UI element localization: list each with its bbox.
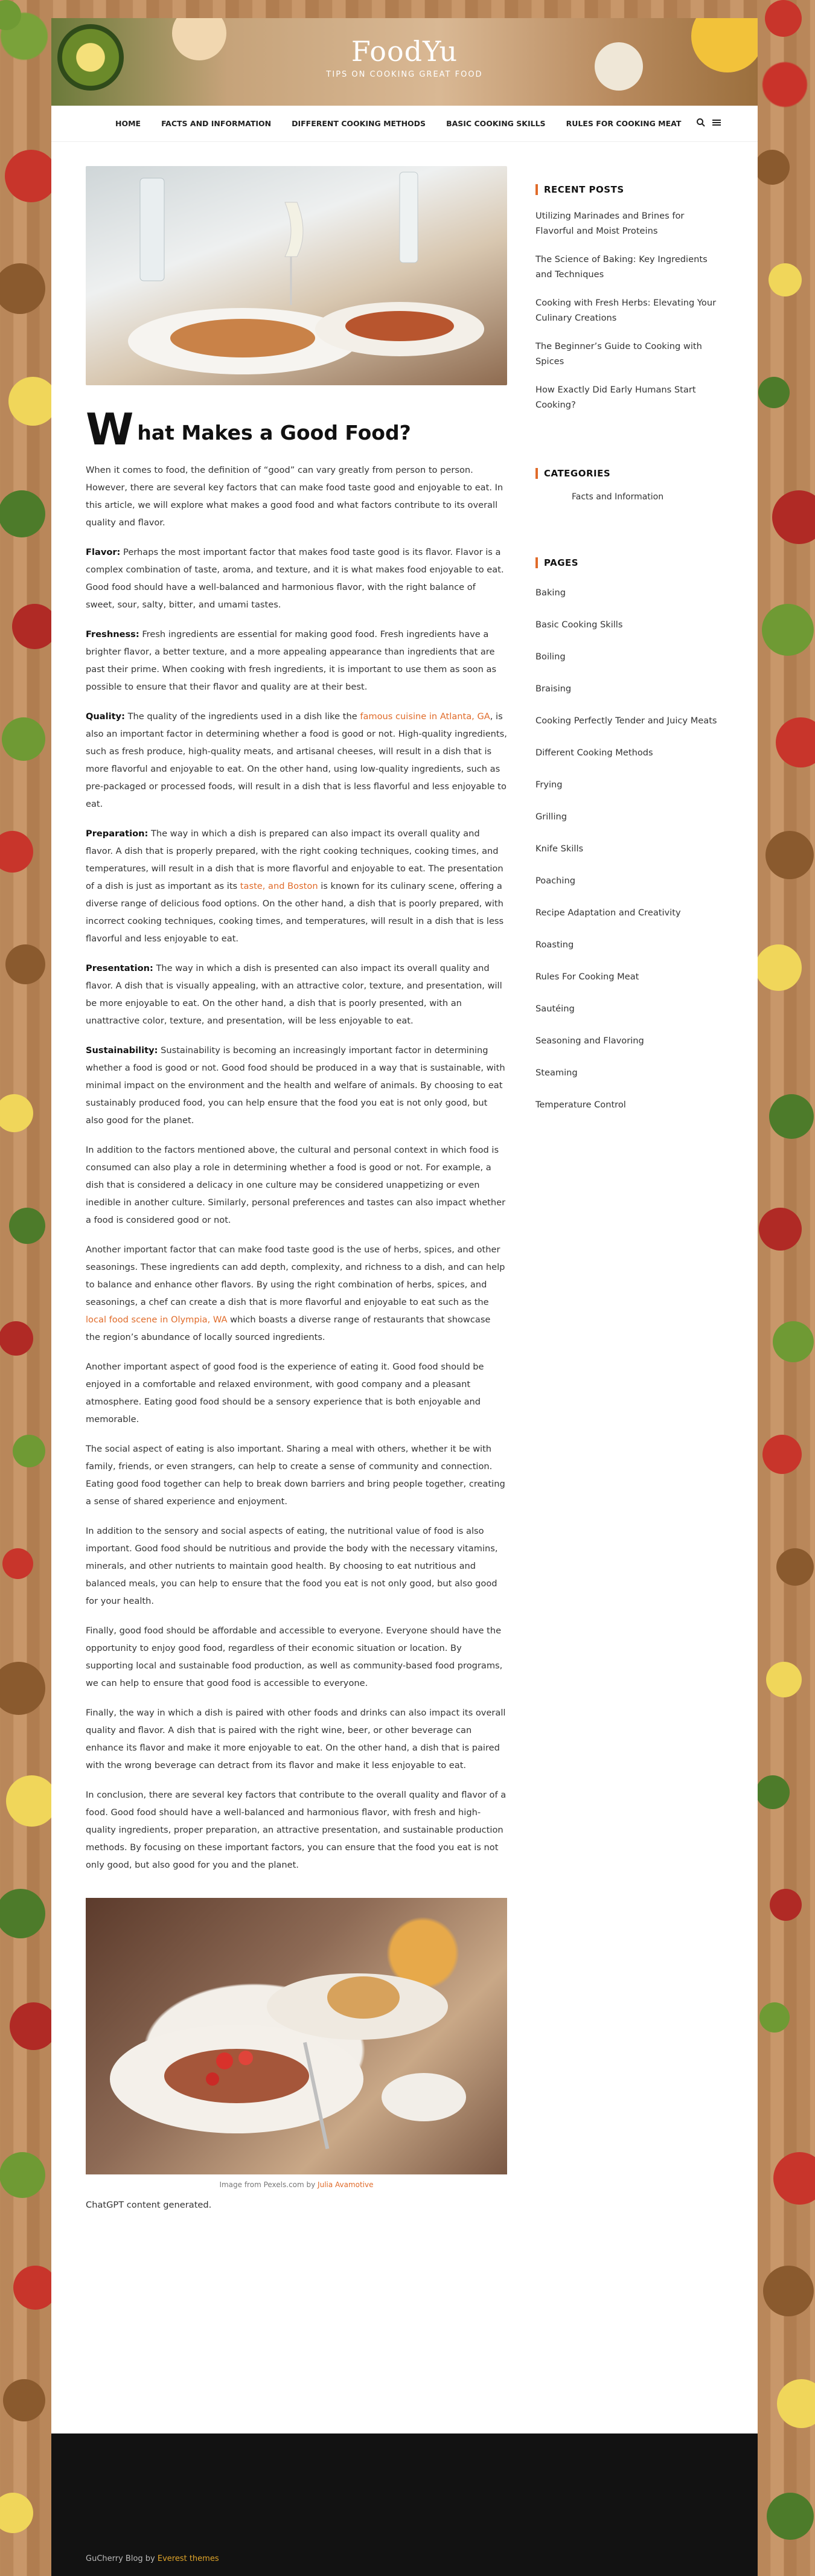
- herbs-text-b: which boasts a diverse range of restaurants that showcase the region’s abundance of locally sourced ingredients.: [86, 1315, 491, 1342]
- background-food-decor: [767, 2493, 814, 2540]
- recent-post-link[interactable]: The Beginner’s Guide to Cooking with Spices: [535, 341, 702, 367]
- background-food-decor: [758, 377, 790, 408]
- nav-item-basic-skills[interactable]: BASIC COOKING SKILLS: [446, 119, 546, 128]
- background-food-decor: [2, 717, 45, 761]
- featured-image: [86, 166, 507, 385]
- paragraph-conclusion: In conclusion, there are several key factors that contribute to the overall quality and flavor of a food. Good food should have a well-balanced and harmonious flavor, with fresh and high-quality ingredients, proper preparation, an attractive presentation, and sustainable production methods. By focusing on these important factors, you can ensure that the food you eat is not only good, but also good for you and the planet.: [86, 1790, 507, 1870]
- page-link[interactable]: Temperature Control: [535, 1100, 626, 1110]
- nav-item-rules-meat[interactable]: RULES FOR COOKING MEAT: [566, 119, 682, 128]
- pages-title: PAGES: [544, 557, 579, 568]
- background-food-decor: [766, 1662, 802, 1697]
- background-food-decor: [12, 604, 57, 649]
- recent-post-link[interactable]: Cooking with Fresh Herbs: Elevating Your Culinary Creations: [535, 298, 717, 323]
- background-food-decor: [765, 831, 814, 879]
- recent-posts-heading: [535, 184, 723, 195]
- quality-text-b: , is also an important factor in determining whether a food is good or not. High-quality ingredients, such as fresh produce, high-quality meats, and artisanal cheeses, will result in a dish that is more flavorful and enjoyable to eat. On the other hand, using low-quality ingredients, such as pre-packaged or processed foods, will result in a dish that is less flavorful and less enjoyable to eat.: [86, 711, 507, 809]
- paragraph-affordability: Finally, good food should be affordable and accessible to everyone. Everyone should have the opportunity to enjoy good food, regardless of their economic situation or location. By supporting local and sustainable food production, as well as community-based food programs, we can help to ensure that good food is accessible to everyone.: [86, 1626, 503, 1688]
- background-food-decor: [6, 1775, 57, 1827]
- menu-icon[interactable]: [712, 118, 721, 130]
- recent-posts-title: RECENT POSTS: [544, 184, 624, 195]
- background-food-decor: [5, 944, 45, 984]
- background-food-decor: [776, 1548, 814, 1586]
- nav-item-facts[interactable]: FACTS AND INFORMATION: [161, 119, 272, 128]
- background-food-decor: [762, 1435, 802, 1474]
- background-food-decor: [776, 717, 815, 767]
- paragraph-pairing: Finally, the way in which a dish is paired with other foods and drinks can also impact its overall quality and flavor. A dish that is paired with the right wine, beer, or other beverage can enhance its flavor and make it more enjoyable to eat. On the other hand, a dish that is paired with the wrong beverage can detract from its flavor and make it less enjoyable to eat.: [86, 1708, 506, 1770]
- pres-label: Presentation:: [86, 963, 153, 973]
- prep-text-b: is known for its culinary scene, offering a diverse range of delicious food options. On the other hand, a dish that is poorly prepared, with incorrect cooking techniques, cooking times, and temperatures, will result in a dish that is less flavorful and less enjoyable to eat.: [86, 881, 504, 944]
- background-food-decor: [756, 1775, 790, 1809]
- heading-accent-bar: [535, 468, 538, 479]
- sust-label: Sustainability:: [86, 1045, 158, 1056]
- caption-text: Image from Pexels.com by: [219, 2180, 318, 2189]
- background-food-decor: [773, 2152, 815, 2205]
- page-link[interactable]: Knife Skills: [535, 844, 584, 854]
- herbs-text-a: Another important factor that can make food taste good is the use of herbs, spices, and other seasonings. These ingredients can add depth, complexity, and richness to a dish, and can help to balance and enhance other flavors. By using the right combination of herbs, spices, and seasonings, a chef can create a dish that is more flavorful and enjoyable to eat such as the: [86, 1245, 505, 1307]
- prep-text-a: The way in which a dish is prepared can also impact its overall quality and flavor. A dish that is properly prepared, with the right cooking techniques, cooking times, and temperatures, will result in a dish that is more flavorful and enjoyable to eat. The presentation of a dish is just as important as its: [86, 828, 503, 891]
- article-title: [86, 404, 507, 455]
- page-link[interactable]: Different Cooking Methods: [535, 748, 653, 758]
- page-link[interactable]: Recipe Adaptation and Creativity: [535, 908, 681, 918]
- footer-text: GuCherry Blog by: [86, 2554, 158, 2563]
- background-food-decor: [13, 1435, 45, 1467]
- background-food-decor: [9, 1208, 45, 1244]
- background-food-decor: [10, 2002, 57, 2050]
- content-note: ChatGPT content generated.: [86, 2200, 212, 2210]
- sidebar: [535, 184, 723, 1112]
- article: [86, 166, 507, 2210]
- prep-label: Preparation:: [86, 828, 149, 839]
- background-food-decor: [769, 1094, 814, 1139]
- title-dropcap: W: [86, 404, 134, 455]
- pages-widget: [535, 557, 723, 1112]
- image-caption: [86, 2180, 507, 2189]
- categories-title: CATEGORIES: [544, 468, 611, 479]
- sust-text: Sustainability is becoming an increasingly important factor in determining whether a food is good or not. Good food should be produced in a way that is sustainable, with minimal impact on the environment and the health and welfare of animals. By choosing to eat sustainably produced food, you can help ensure that the food you eat is not only good, but also good for the planet.: [86, 1045, 505, 1126]
- page-link[interactable]: Braising: [535, 684, 572, 694]
- recent-posts-widget: [535, 184, 723, 412]
- paragraph-intro: When it comes to food, the definition of “good” can vary greatly from person to person. However, there are several key factors that can make food taste good and enjoyable to eat. In this article, we will explore what makes a good food and what factors contribute to its overall quality and flavor.: [86, 465, 503, 528]
- background-food-decor: [770, 1889, 802, 1921]
- page-link[interactable]: Roasting: [535, 940, 574, 950]
- page-link[interactable]: Steaming: [535, 1068, 578, 1078]
- freshness-label: Freshness:: [86, 629, 139, 639]
- background-food-decor: [772, 490, 815, 544]
- background-food-decor: [0, 831, 33, 873]
- background-food-decor: [0, 1662, 45, 1715]
- flavor-label: Flavor:: [86, 547, 121, 557]
- page-link[interactable]: Poaching: [535, 876, 575, 886]
- background-food-decor: [762, 604, 814, 656]
- background-food-decor: [769, 263, 802, 296]
- site-footer: [51, 2433, 758, 2576]
- recent-post-link[interactable]: The Science of Baking: Key Ingredients and Techniques: [535, 254, 708, 280]
- categories-heading: [535, 468, 723, 479]
- background-food-decor: [0, 263, 45, 314]
- background-food-decor: [0, 0, 21, 30]
- background-food-decor: [0, 1889, 45, 1938]
- background-food-decor: [0, 1094, 33, 1132]
- paragraph-preparation: [86, 825, 507, 947]
- page-link[interactable]: Sautéing: [535, 1004, 575, 1014]
- background-food-decor: [0, 490, 45, 537]
- paragraph-sustainability: [86, 1042, 507, 1129]
- background-food-decor: [755, 944, 802, 991]
- background-food-decor: [2, 1548, 33, 1579]
- paragraph-herbs: [86, 1241, 507, 1346]
- recent-post-link[interactable]: Utilizing Marinades and Brines for Flavorful and Moist Proteins: [535, 211, 685, 236]
- page-link[interactable]: Cooking Perfectly Tender and Juicy Meats: [535, 716, 717, 726]
- background-food-decor: [777, 2379, 815, 2428]
- link-olympia[interactable]: local food scene in Olympia, WA: [86, 1315, 228, 1325]
- page-link[interactable]: Baking: [535, 588, 566, 598]
- main-nav: [51, 106, 758, 142]
- site-brand[interactable]: [51, 35, 758, 79]
- page-link[interactable]: Frying: [535, 780, 563, 790]
- paragraph-presentation: [86, 960, 507, 1030]
- background-food-decor: [0, 1321, 33, 1356]
- footer-theme-link[interactable]: Everest themes: [157, 2554, 219, 2563]
- page-link[interactable]: Grilling: [535, 812, 567, 822]
- link-boston[interactable]: taste, and Boston: [240, 881, 318, 891]
- background-food-decor: [8, 377, 57, 426]
- paragraph-social: The social aspect of eating is also important. Sharing a meal with others, whether it be with family, friends, or even strangers, can help to create a sense of community and connection. Eating good food together can help to break down barriers and bring people together, creating a sense of shared experience and enjoyment.: [86, 1444, 505, 1507]
- heading-accent-bar: [535, 557, 538, 568]
- site-tagline: TIPS ON COOKING GREAT FOOD: [326, 70, 483, 79]
- page-link[interactable]: Rules For Cooking Meat: [535, 972, 639, 982]
- left-background-decor: [0, 0, 51, 2576]
- background-food-decor: [755, 150, 790, 185]
- article-image: [86, 1898, 507, 2174]
- page-container: [51, 18, 758, 2576]
- right-background-decor: [764, 0, 815, 2576]
- page-link[interactable]: Boiling: [535, 652, 566, 662]
- page-link[interactable]: Seasoning and Flavoring: [535, 1036, 644, 1046]
- heading-accent-bar: [535, 184, 538, 195]
- recent-post-link[interactable]: How Exactly Did Early Humans Start Cooking?: [535, 385, 696, 410]
- paragraph-nutrition: In addition to the sensory and social aspects of eating, the nutritional value of food is also important. Good food should be nutritious and provide the body with the necessary vitamins, minerals, and other nutrients to maintain good health. By choosing to eat nutritious and balanced meals, you can help to ensure that the food you eat is not only good, but also good for your health.: [86, 1526, 498, 1606]
- pages-heading: [535, 557, 723, 568]
- flavor-text: Perhaps the most important factor that makes food taste good is its flavor. Flavor is a complex combination of taste, aroma, and texture, and it is what makes food enjoyable to eat. Good food should have a well-balanced and harmonious flavor, with the right balance of sweet, sour, salty, bitter, and umami tastes.: [86, 547, 504, 610]
- nav-item-cooking-methods[interactable]: DIFFERENT COOKING METHODS: [292, 119, 426, 128]
- category-link[interactable]: Facts and Information: [572, 492, 664, 502]
- site-title[interactable]: FoodYu: [351, 35, 458, 68]
- background-food-decor: [5, 150, 57, 202]
- background-food-decor: [0, 2493, 33, 2533]
- background-food-decor: [759, 1208, 802, 1251]
- paragraph-flavor: [86, 543, 507, 614]
- header-banner: [51, 18, 758, 106]
- paragraph-quality: [86, 708, 507, 813]
- quality-text-a: The quality of the ingredients used in a dish like the: [124, 711, 360, 722]
- background-food-decor: [773, 1321, 814, 1362]
- paragraph-freshness: [86, 626, 507, 696]
- background-food-decor: [763, 2266, 814, 2316]
- background-food-decor: [3, 2379, 45, 2421]
- paragraph-culture: In addition to the factors mentioned above, the cultural and personal context in which food is consumed can also play a role in determining whether a food is good or not. For example, a dish that is considered a delicacy in one culture may be considered unappetizing or even inedible in another culture. Similarly, personal preferences and tastes can also impact whether a food is considered good or not.: [86, 1145, 506, 1225]
- page-link[interactable]: Basic Cooking Skills: [535, 620, 623, 630]
- paragraph-experience: Another important aspect of good food is the experience of eating it. Good food should be enjoyed in a comfortable and relaxed environment, with good company and a pleasant atmosphere. Eating good food should be a sensory experience that is both enjoyable and memorable.: [86, 1362, 484, 1424]
- title-text: hat Makes a Good Food?: [137, 421, 411, 444]
- freshness-text: Fresh ingredients are essential for making good food. Fresh ingredients have a brighter flavor, a better texture, and a more appealing appearance than ingredients that are past their prime. When cooking with fresh ingredients, it is important to use them as soon as possible to ensure that their flavor and quality are at their best.: [86, 629, 497, 692]
- quality-label: Quality:: [86, 711, 125, 722]
- link-atlanta[interactable]: famous cuisine in Atlanta, GA: [360, 711, 490, 722]
- pres-text: The way in which a dish is presented can also impact its overall quality and flavor. A dish that is visually appealing, with an attractive color, texture, and presentation, will be more enjoyable to eat. On the other hand, a dish that is poorly presented, with an unattractive color, texture, and presentation, will be less enjoyable to eat.: [86, 963, 502, 1026]
- caption-author-link[interactable]: Julia Avamotive: [318, 2180, 374, 2189]
- search-icon[interactable]: [696, 118, 706, 130]
- footer-credit: [86, 2554, 219, 2563]
- categories-widget: [535, 468, 723, 502]
- background-food-decor: [0, 2152, 45, 2198]
- nav-item-home[interactable]: HOME: [115, 119, 141, 128]
- background-food-decor: [765, 0, 802, 37]
- background-food-decor: [759, 2002, 790, 2033]
